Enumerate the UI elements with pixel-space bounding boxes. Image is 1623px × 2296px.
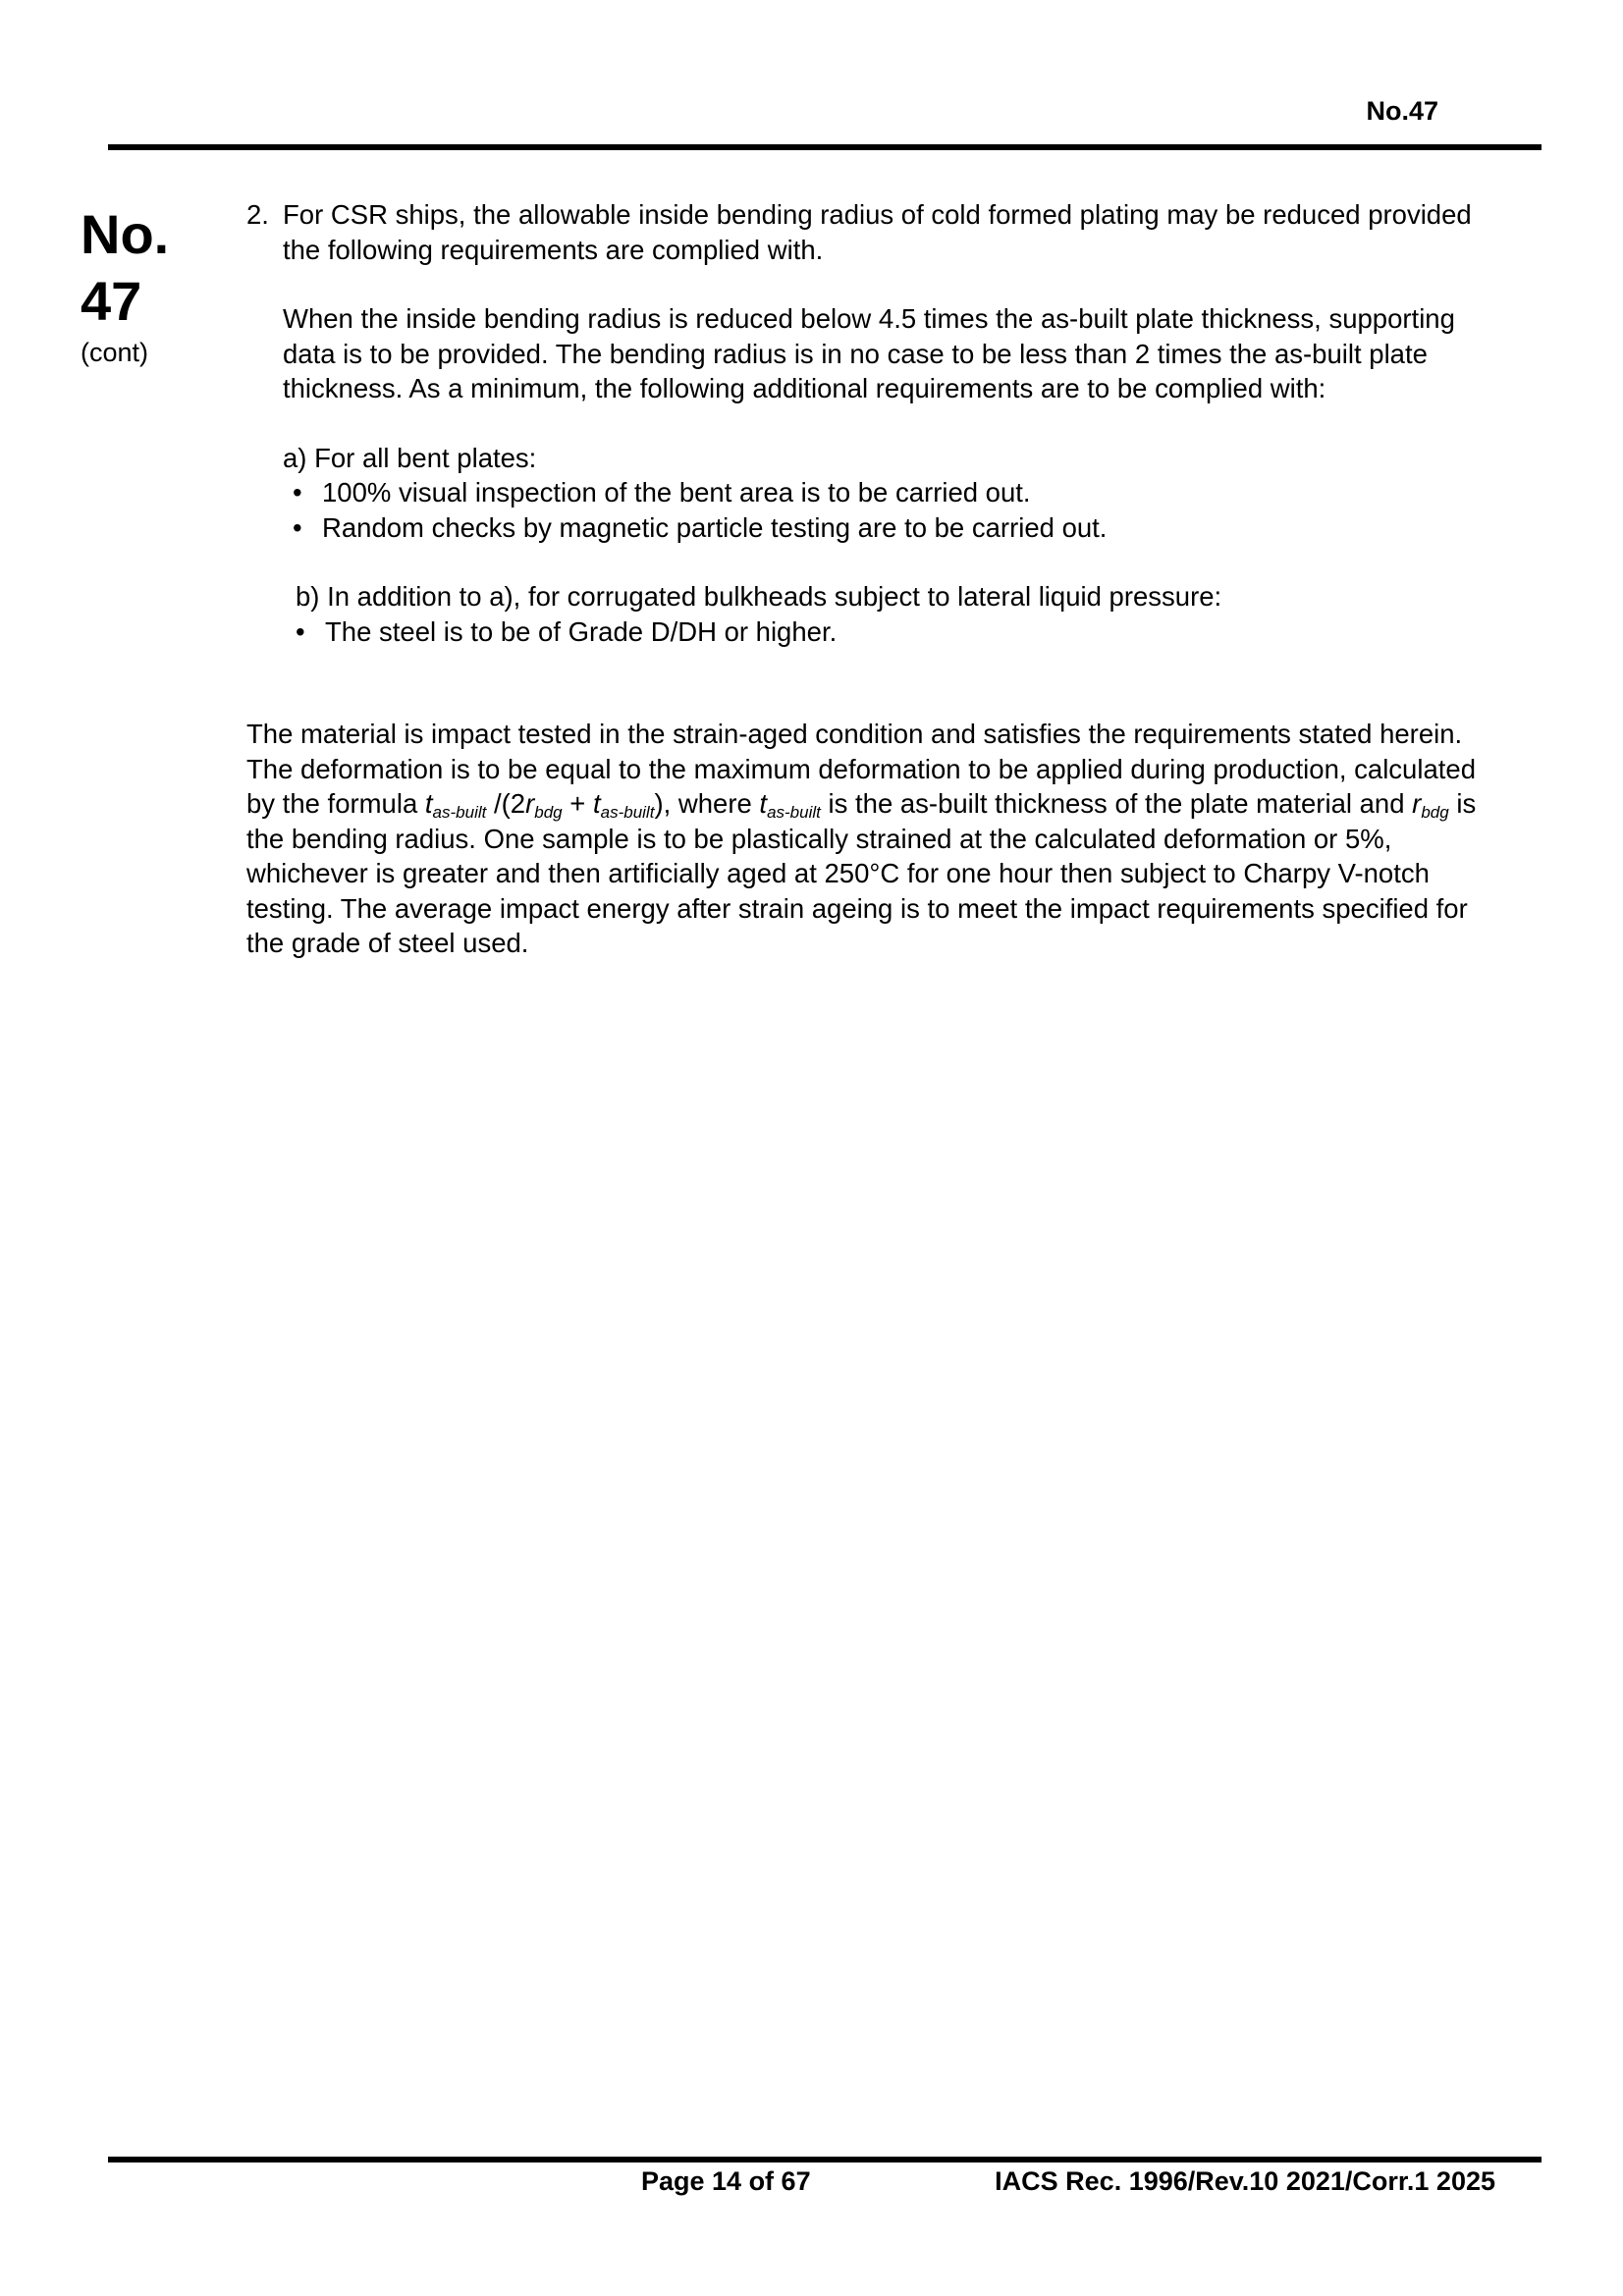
formula-t: t <box>759 788 768 819</box>
list-item <box>296 614 1513 650</box>
requirements-paragraph: When the inside bending radius is reduced below 4.5 times the as-built plate thickness, supporting data is to be provided. The bending radius is in no case to be less than 2 times the as-built plate thickness. As a minimum, the following additional requirements are to be complied with: <box>283 303 1455 403</box>
document-body <box>246 197 1513 649</box>
item-2 <box>246 197 1513 406</box>
footer-rule <box>108 2157 1542 2163</box>
bullet-icon: • <box>293 511 302 543</box>
formula-close: ), where <box>654 788 760 819</box>
closing-text-1: The material is impact tested in the strain-aged condition and satisfies the requirements stated herein. The deformation is to be equal to the maximum deformation to be applied during production, calculated by the formula <box>246 719 1476 819</box>
footer-reference: IACS Rec. 1996/Rev.10 2021/Corr.1 2025 <box>995 2166 1495 2196</box>
formula-t: t <box>424 788 433 819</box>
page-header-label: No.47 <box>1366 96 1438 126</box>
formula-t: t <box>592 788 601 819</box>
footer-page-number: Page 14 of 67 <box>641 2166 811 2196</box>
subsection-a-list <box>283 475 1513 545</box>
closing-paragraph <box>246 717 1498 961</box>
list-item <box>293 510 1513 546</box>
side-label-number: 47 <box>81 270 142 332</box>
formula-sub-bdg: bdg <box>534 803 563 822</box>
formula-slash: /(2 <box>486 788 526 819</box>
subsection-b <box>296 579 1513 649</box>
item-number: 2. <box>246 199 269 230</box>
bullet-icon: • <box>293 477 302 507</box>
closing-text-3: is the bending radius. One sample is to be plastically strained at the calculated deformation or 5%, whichever is greater and then artificially aged at 250°C for one hour then subject to Charpy V-notch testing. The average impact energy after strain ageing is to meet the impact requirements specified for the grade of steel used. <box>246 788 1477 958</box>
formula-r: r <box>1412 788 1422 819</box>
subsection-a-title: a) For all bent plates: <box>283 442 537 473</box>
subsection-a <box>283 441 1513 546</box>
subsection-b-list <box>296 614 1513 650</box>
list-item-text: 100% visual inspection of the bent area is to be carried out. <box>322 477 1031 507</box>
formula-r: r <box>525 788 535 819</box>
list-item-text: The steel is to be of Grade D/DH or higher. <box>325 615 838 647</box>
bullet-icon: • <box>296 615 305 647</box>
item-intro: For CSR ships, the allowable inside bending radius of cold formed plating may be reduced provided the following requirements are complied with. <box>283 199 1472 265</box>
item-body <box>283 197 1513 406</box>
subsection-b-title: b) In addition to a), for corrugated bulkheads subject to lateral liquid pressure: <box>296 581 1222 612</box>
closing-text-2: is the as-built thickness of the plate material and <box>820 788 1413 819</box>
side-label-no: No. <box>81 203 170 265</box>
header-rule <box>108 144 1542 150</box>
side-label-cont: (cont) <box>81 338 149 367</box>
formula-sub-as-built: as-built <box>767 803 821 822</box>
formula-sub-as-built: as-built <box>432 803 487 822</box>
formula-sub-as-built: as-built <box>600 803 655 822</box>
list-item-text: Random checks by magnetic particle testing are to be carried out. <box>322 511 1108 543</box>
list-item <box>293 475 1513 510</box>
formula-plus: + <box>562 788 593 819</box>
formula-sub-bdg: bdg <box>1421 803 1449 822</box>
